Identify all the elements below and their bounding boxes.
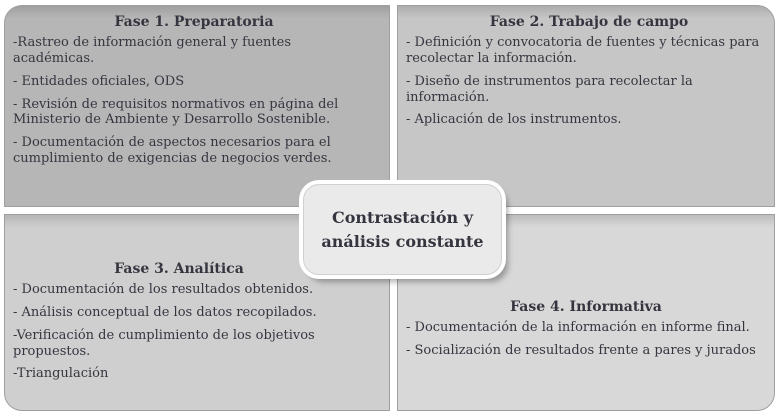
fase-1-title: Fase 1. Preparatoria [114,14,274,30]
fase-3-item-1: - Documentación de los resultados obtenidos. [13,282,314,297]
center-box-line-1: Contrastación y [332,207,473,227]
fase-1-item-4: - Documentación de aspectos necesarios para el cumplimiento de exigencias de negocios verdes. [13,135,332,167]
fase-3-title: Fase 3. Analítica [114,261,244,277]
fase-4-item-1: - Documentación de la información en informe final. [406,320,750,335]
fase-3-item-3: -Verificación de cumplimiento de los objetivos propuestos. [13,327,315,359]
fase-3-item-4: -Triangulación [13,366,109,382]
fase-2-item-1: - Definición y convocatoria de fuentes y técnicas para recolectar la información. [406,35,760,66]
quadrant-fase-1 [4,5,390,207]
fase-1-item-3: - Revisión de requisitos normativos en página del Ministerio de Ambiente y Desarrollo Sostenible. [13,96,339,128]
fase-1-item-2: - Entidades oficiales, ODS [13,73,185,89]
center-constant-analysis-box [303,184,502,275]
fase-1-item-1: -Rastreo de información general y fuentes académicas. [13,35,292,66]
fase-2-item-2: - Diseño de instrumentos para recolectar la información. [406,73,693,105]
fase-4-title: Fase 4. Informativa [510,299,662,315]
fase-2-item-3: - Aplicación de los instrumentos. [406,112,622,128]
fase-3-item-2: - Análisis conceptual de los datos recopilados. [13,304,317,320]
center-box-line-2: análisis constante [321,231,484,251]
fase-4-item-2: - Socialización de resultados frente a pares y jurados [406,342,756,358]
fase-2-title: Fase 2. Trabajo de campo [489,14,689,30]
quadrant-fase-2 [397,5,775,207]
